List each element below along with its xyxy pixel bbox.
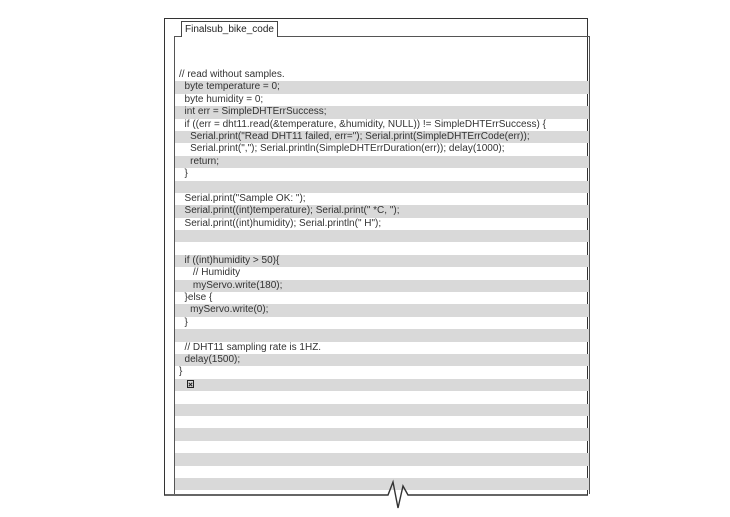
code-line[interactable]: // DHT11 sampling rate is 1HZ. (179, 341, 322, 353)
code-line[interactable] (175, 416, 589, 428)
code-line[interactable]: delay(1500); (175, 354, 589, 366)
code-line[interactable]: myServo.write(0); (175, 304, 589, 316)
code-editor[interactable] (174, 36, 590, 494)
code-line[interactable]: byte humidity = 0; (179, 93, 264, 105)
code-line[interactable]: return; (175, 156, 589, 168)
code-line[interactable]: Serial.print("Sample OK: "); (179, 192, 306, 204)
code-line[interactable] (175, 453, 589, 465)
code-line[interactable] (175, 428, 589, 440)
code-lines (175, 69, 589, 490)
code-line[interactable] (175, 404, 589, 416)
code-line[interactable] (175, 181, 589, 193)
code-line[interactable] (175, 379, 589, 391)
code-line[interactable]: } (179, 316, 188, 328)
text-cursor-icon (187, 380, 194, 388)
code-line[interactable]: Serial.print("Read DHT11 failed, err="); Serial.print(SimpleDHTErrCode(err)); (175, 131, 589, 143)
code-line[interactable]: Serial.print((int)humidity); Serial.println(" H"); (179, 217, 382, 229)
code-line[interactable] (175, 441, 589, 453)
code-line[interactable]: Serial.print((int)temperature); Serial.print(" *C, "); (175, 205, 589, 217)
code-line[interactable]: }else { (179, 292, 213, 304)
code-line[interactable]: } (179, 168, 188, 180)
code-line[interactable] (175, 230, 589, 242)
code-line[interactable]: myServo.write(180); (175, 280, 589, 292)
code-line[interactable]: if ((err = dht11.read(&temperature, &humidity, NULL)) != SimpleDHTErrSuccess) { (179, 118, 546, 130)
code-line[interactable]: // Humidity (179, 267, 241, 279)
sketch-tab[interactable]: Finalsub_bike_code (181, 21, 278, 37)
code-line[interactable]: Serial.print(","); Serial.println(SimpleDHTErrDuration(err)); delay(1000); (179, 143, 505, 155)
code-line[interactable] (175, 391, 589, 403)
code-line[interactable]: int err = SimpleDHTErrSuccess; (175, 106, 589, 118)
code-line[interactable] (175, 466, 589, 478)
code-line[interactable] (175, 329, 589, 341)
code-line[interactable]: byte temperature = 0; (175, 81, 589, 93)
code-line[interactable]: // read without samples. (179, 69, 285, 80)
code-line[interactable] (175, 242, 589, 254)
code-line[interactable]: } (179, 366, 183, 378)
code-line[interactable]: if ((int)humidity > 50){ (175, 255, 589, 267)
torn-edge-icon (164, 478, 594, 512)
